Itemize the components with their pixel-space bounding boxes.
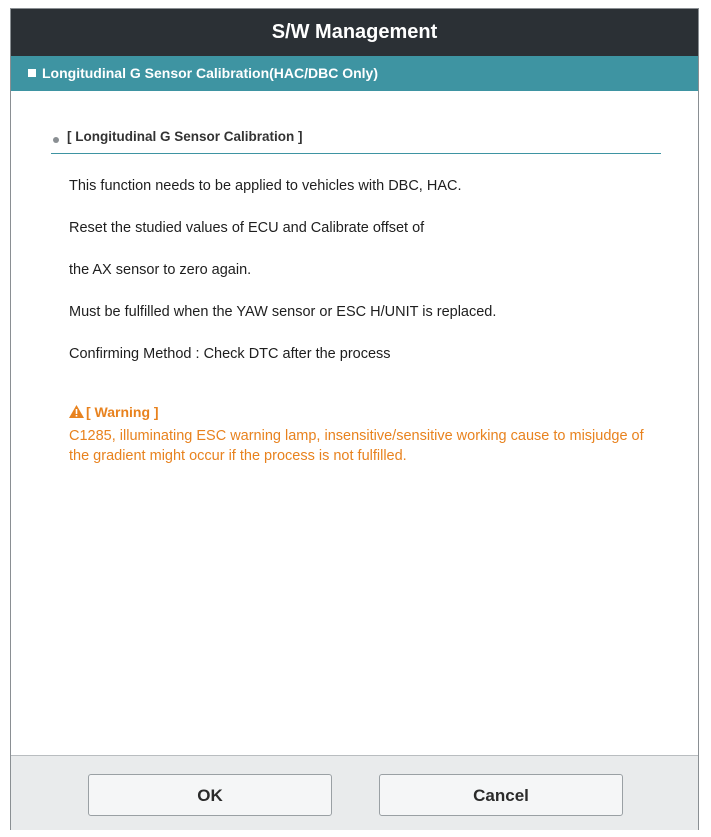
square-bullet-icon bbox=[28, 69, 36, 77]
warning-heading bbox=[69, 404, 159, 421]
description-line: Confirming Method : Check DTC after the process bbox=[69, 346, 391, 362]
function-title: Longitudinal G Sensor Calibration(HAC/DBC Only) bbox=[42, 65, 378, 81]
function-header bbox=[11, 56, 698, 91]
window-title: S/W Management bbox=[11, 9, 698, 56]
dot-bullet-icon bbox=[53, 137, 59, 143]
description-line: This function needs to be applied to vehicles with DBC, HAC. bbox=[69, 178, 462, 194]
section-heading-text: [ Longitudinal G Sensor Calibration ] bbox=[67, 129, 303, 144]
warning-text: C1285, illuminating ESC warning lamp, insensitive/sensitive working cause to misjudge of the gradient might occur if the process is not fulfilled. bbox=[69, 428, 644, 464]
section-heading bbox=[51, 129, 661, 154]
description-line: Reset the studied values of ECU and Calibrate offset of bbox=[69, 220, 425, 236]
ok-button[interactable]: OK bbox=[88, 774, 332, 816]
sw-management-dialog bbox=[10, 8, 699, 830]
description-line: the AX sensor to zero again. bbox=[69, 262, 252, 278]
button-bar bbox=[11, 755, 698, 830]
warning-title: [ Warning ] bbox=[86, 404, 159, 420]
warning-triangle-icon bbox=[69, 405, 84, 421]
cancel-button[interactable]: Cancel bbox=[379, 774, 623, 816]
description-line: Must be fulfilled when the YAW sensor or ESC H/UNIT is replaced. bbox=[69, 304, 497, 320]
